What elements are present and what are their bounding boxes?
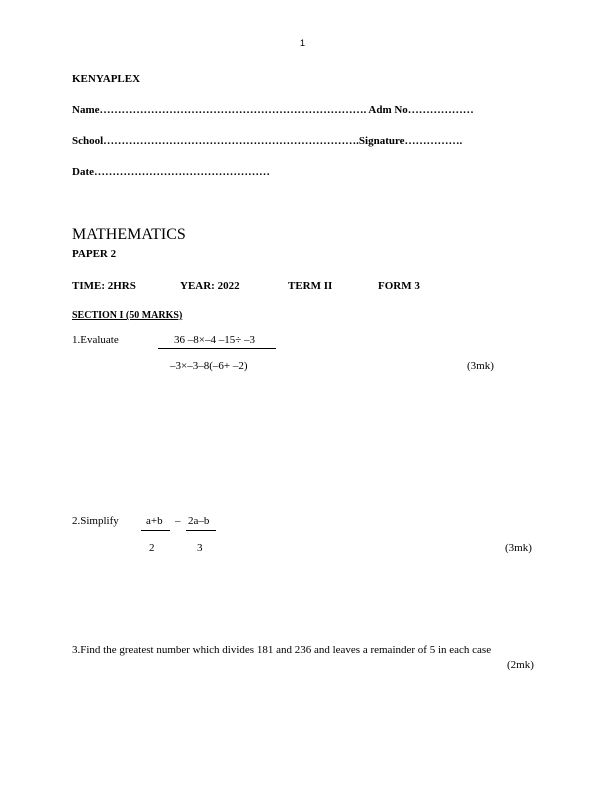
name-adm-line: Name………………………………………………………………. Adm No………………	[72, 104, 474, 116]
q1-denominator: –3×–3–8(–6+ –2)	[170, 360, 248, 372]
term-label: TERM II	[288, 280, 333, 292]
q2-frac2-bar	[186, 530, 216, 531]
date-line: Date…………………………………………	[72, 166, 270, 178]
q2-label: 2.Simplify	[72, 515, 119, 527]
form-label: FORM 3	[378, 280, 420, 292]
q1-numerator: 36 –8×–4 –15÷ –3	[174, 334, 255, 346]
school-signature-line: School…………………………………………………………….Signature…………….	[72, 135, 463, 147]
time-label: TIME: 2HRS	[72, 280, 136, 292]
q2-frac1-denominator: 2	[149, 542, 155, 554]
q2-frac2-numerator: 2a–b	[188, 515, 210, 527]
q2-frac1-bar	[141, 530, 170, 531]
q3-text: 3.Find the greatest number which divides 181 and 236 and leaves a remainder of 5 in each case	[72, 644, 492, 656]
q3-marks: (2mk)	[507, 659, 534, 671]
year-label: YEAR: 2022	[180, 280, 240, 292]
org-name: KENYAPLEX	[72, 73, 141, 85]
q1-fraction-bar	[158, 348, 276, 349]
q2-frac2-denominator: 3	[197, 542, 203, 554]
subject-title: MATHEMATICS	[72, 226, 186, 243]
q1-label: 1.Evaluate	[72, 334, 119, 346]
q2-operator: –	[175, 515, 181, 527]
q1-marks: (3mk)	[467, 360, 494, 372]
page-number: 1	[300, 38, 306, 48]
q2-frac1-numerator: a+b	[146, 515, 163, 527]
paper-label: PAPER 2	[72, 248, 117, 260]
section-heading: SECTION I (50 MARKS)	[72, 310, 183, 321]
q2-marks: (3mk)	[505, 542, 532, 554]
